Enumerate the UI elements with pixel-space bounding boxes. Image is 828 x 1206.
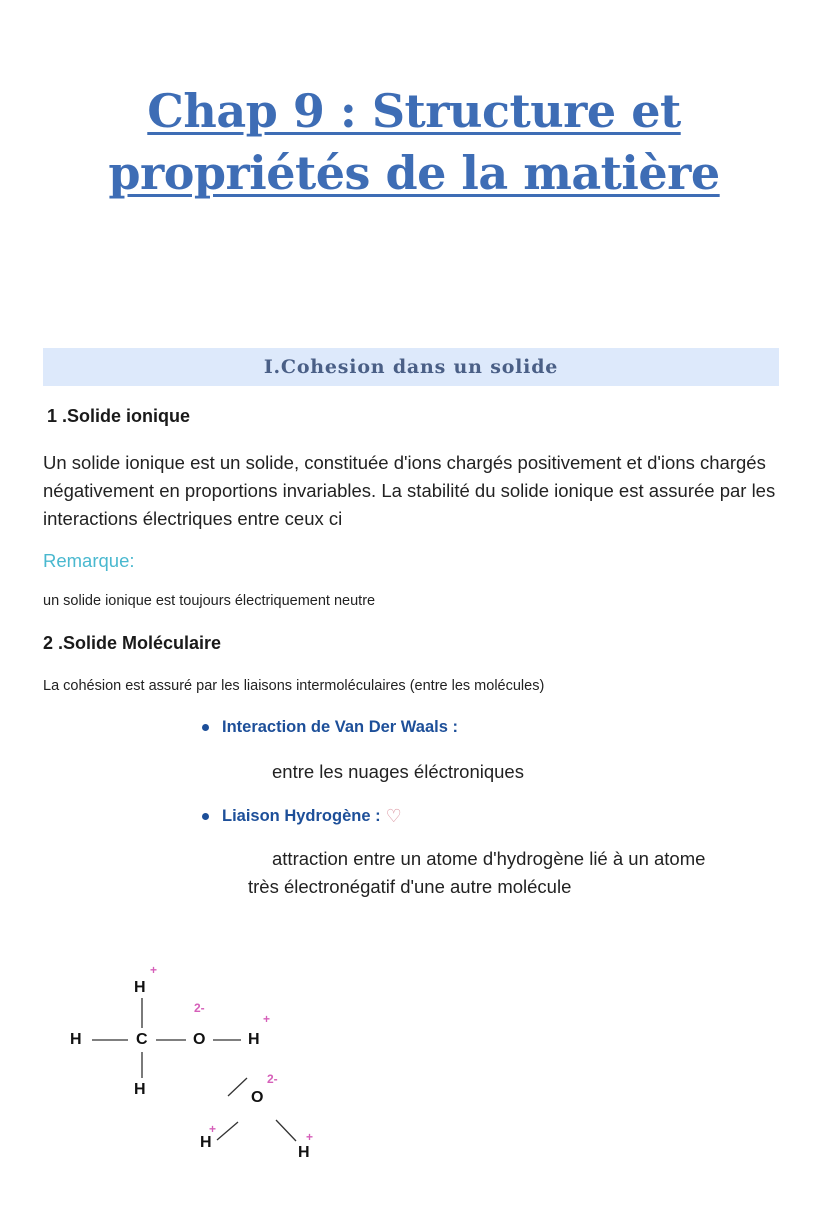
- atom-h-right: H: [248, 1031, 260, 1048]
- bullet-label: Interaction de Van Der Waals :: [222, 718, 458, 736]
- atom-h-water-left: H: [200, 1134, 212, 1151]
- bullet-desc-van-der-waals: entre les nuages éléctroniques: [272, 761, 524, 782]
- subsection-title-moleculaire: 2 .Solide Moléculaire: [43, 633, 222, 653]
- atom-h-water-right: H: [298, 1144, 310, 1161]
- atom-o-water: O: [251, 1089, 264, 1106]
- bond-o-h-left: [217, 1122, 238, 1140]
- atom-c: C: [136, 1031, 148, 1048]
- atom-h-bottom: H: [134, 1081, 146, 1098]
- moleculaire-intro: La cohésion est assuré par les liaisons intermoléculaires (entre les molécules): [43, 678, 545, 694]
- bullet-desc-hydrogene-line1: attraction entre un atome d'hydrogène lié à un atome: [272, 848, 706, 869]
- section-title: I.Cohesion dans un solide: [263, 356, 559, 378]
- page-title: Chap 9 : Structure et propriétés de la matière: [108, 84, 720, 200]
- heart-icon: ♡: [385, 806, 402, 826]
- bond-o-h-right: [276, 1120, 296, 1141]
- remark-label: Remarque:: [43, 550, 135, 571]
- charge-plus: +: [306, 1130, 314, 1144]
- remark-text: un solide ionique est toujours électriquement neutre: [43, 593, 376, 609]
- bullet-label: Liaison Hydrogène :: [222, 807, 381, 825]
- atom-o: O: [193, 1031, 206, 1048]
- atom-h-left: H: [70, 1031, 82, 1048]
- hydrogen-bond: [228, 1078, 247, 1096]
- bullet-desc-hydrogene-line2: très électronégatif d'une autre molécule: [248, 876, 572, 897]
- subsection-title-ionique: 1 .Solide ionique: [47, 406, 191, 426]
- ionique-paragraph: Un solide ionique est un solide, constituée d'ions chargés positivement et d'ions chargés négativement en proportions invariables. La stabilité du solide ionique est assurée par les interactions électriques entre ceux ci: [43, 452, 776, 529]
- charge-minus2: 2-: [194, 1001, 205, 1015]
- charge-plus: +: [150, 963, 158, 977]
- charge-plus: +: [263, 1012, 271, 1026]
- charge-minus2: 2-: [267, 1072, 278, 1086]
- charge-plus: +: [209, 1122, 217, 1136]
- atom-h-top: H: [134, 979, 146, 996]
